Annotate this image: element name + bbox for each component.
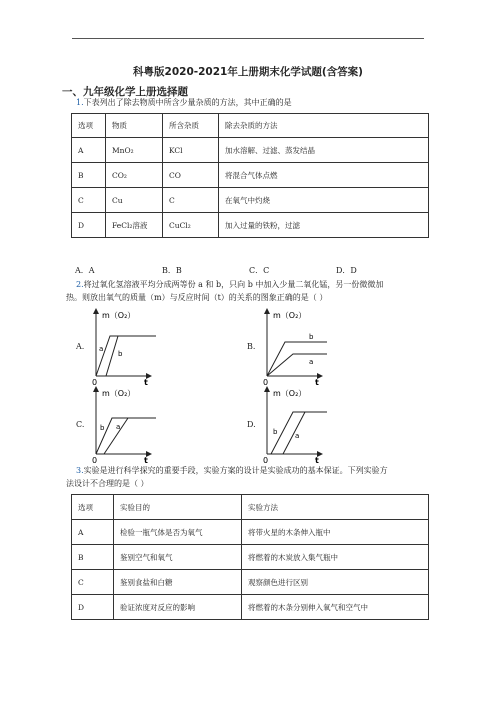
curve-a [96, 336, 156, 376]
question-1-table [71, 113, 429, 238]
table-header-cell: 所含杂质 [163, 114, 219, 138]
table-cell: Cu [106, 188, 163, 213]
table-cell: 将带火星的木条伸入瓶中 [242, 520, 429, 545]
question-1-text: 下表列出了除去物质中所含少量杂质的方法，其中正确的是 [83, 98, 292, 107]
question-3-stem-line1 [76, 465, 388, 477]
table-header-cell: 选项 [72, 495, 114, 520]
question-1-stem [76, 97, 292, 109]
graph-x-label: t [315, 456, 319, 464]
table-cell: CO₂ [106, 163, 163, 188]
question-1-options [75, 265, 435, 277]
graph-option-b-label[interactable]: B. [247, 342, 256, 351]
table-header-cell: 实验目的 [114, 495, 242, 520]
option-c[interactable]: C．C [249, 266, 270, 275]
table-cell: 验证浓度对反应的影响 [114, 595, 242, 620]
option-d[interactable]: D．D [336, 266, 357, 275]
table-cell: CO [163, 163, 219, 188]
curve-b [96, 418, 156, 454]
table-row [72, 570, 429, 595]
curve-a [283, 412, 305, 454]
question-3-table [71, 494, 429, 620]
graph-origin: 0 [92, 378, 98, 386]
table-cell: A [72, 138, 106, 163]
table-cell: A [72, 520, 114, 545]
option-b[interactable]: B．B [162, 266, 182, 275]
header-rule [72, 38, 424, 39]
graph-y-label: m（O₂） [273, 311, 307, 320]
table-cell: CuCl₂ [163, 213, 219, 238]
graph-option-a-label[interactable]: A. [76, 342, 85, 351]
curve-b-label: b [273, 428, 278, 436]
table-row [72, 188, 429, 213]
table-row [72, 163, 429, 188]
curve-a-label: a [295, 432, 300, 440]
table-header-cell: 选项 [72, 114, 106, 138]
graph-y-label: m（O₂） [102, 389, 136, 398]
curve-a-label: a [99, 345, 104, 353]
table-cell: B [72, 545, 114, 570]
curve-a-label: a [309, 358, 314, 366]
curve-b [267, 342, 327, 376]
question-3-number: 3. [76, 466, 84, 475]
table-cell: 鉴别空气和氧气 [114, 545, 242, 570]
graph-origin: 0 [263, 456, 269, 464]
graph-y-label: m（O₂） [102, 311, 136, 320]
graph-origin: 0 [263, 378, 269, 386]
table-cell: 加入过量的铁粉，过滤 [219, 213, 429, 238]
table-cell: C [163, 188, 219, 213]
graph-x-label: t [144, 378, 148, 386]
option-a[interactable]: A．A [75, 266, 95, 275]
question-2-stem-line1 [76, 279, 383, 291]
table-cell: 将燃着的木炭放入集气瓶中 [242, 545, 429, 570]
question-2-text: 将过氧化氢溶液平均分成两等份 a 和 b，只向 b 中加入少量二氧化锰，另一份微微加 [83, 280, 384, 289]
table-header-cell: 实验方法 [242, 495, 429, 520]
curve-b-label: b [118, 350, 123, 358]
table-row [72, 520, 429, 545]
curve-b-label: b [309, 333, 314, 341]
graph-x-label: t [144, 456, 148, 464]
table-header-row [72, 495, 429, 520]
table-row [72, 545, 429, 570]
table-cell: D [72, 213, 106, 238]
table-row [72, 595, 429, 620]
graph-option-c-label[interactable]: C. [76, 420, 85, 429]
section-heading: 一、九年级化学上册选择题 [62, 86, 188, 98]
graph-y-label: m（O₂） [273, 389, 307, 398]
question-1-number: 1. [76, 98, 84, 107]
table-row [72, 138, 429, 163]
graph-option-a[interactable] [86, 306, 166, 386]
graph-x-label: t [315, 378, 319, 386]
question-3-stem-line2: 法设计不合理的是（ ） [66, 479, 149, 488]
question-2-number: 2. [76, 280, 84, 289]
graph-option-d[interactable] [257, 384, 337, 464]
table-header-cell: 物质 [106, 114, 163, 138]
table-cell: KCl [163, 138, 219, 163]
graph-option-c[interactable] [86, 384, 166, 464]
table-cell: D [72, 595, 114, 620]
table-cell: 将燃着的木条分别伸入氧气和空气中 [242, 595, 429, 620]
graph-option-d-label[interactable]: D. [247, 420, 256, 429]
table-cell: 在氧气中灼烧 [219, 188, 429, 213]
document-title: 科粤版2020-2021年上册期末化学试题(含答案) [133, 66, 363, 78]
table-cell: C [72, 188, 106, 213]
table-cell: 检验一瓶气体是否为氧气 [114, 520, 242, 545]
table-cell: 将混合气体点燃 [219, 163, 429, 188]
table-header-row [72, 114, 429, 138]
graph-option-b[interactable] [257, 306, 337, 386]
table-cell: 鉴别食盐和白糖 [114, 570, 242, 595]
curve-b-label: b [100, 424, 105, 432]
table-row [72, 213, 429, 238]
question-3-text: 实验是进行科学探究的重要手段，实验方案的设计是实验成功的基本保证。下列实验方 [83, 466, 388, 475]
table-header-cell: 除去杂质的方法 [219, 114, 429, 138]
question-2-stem-line2: 热。则放出氧气的质量（m）与反应时间（t）的关系的图象正确的是（ ） [66, 293, 328, 302]
table-cell: 观察颜色进行区别 [242, 570, 429, 595]
curve-a-label: a [116, 423, 121, 431]
table-cell: B [72, 163, 106, 188]
table-cell: C [72, 570, 114, 595]
graph-origin: 0 [92, 456, 98, 464]
table-cell: MnO₂ [106, 138, 163, 163]
table-cell: FeCl₂溶液 [106, 213, 163, 238]
curve-a [267, 354, 327, 376]
table-cell: 加水溶解、过滤、蒸发结晶 [219, 138, 429, 163]
